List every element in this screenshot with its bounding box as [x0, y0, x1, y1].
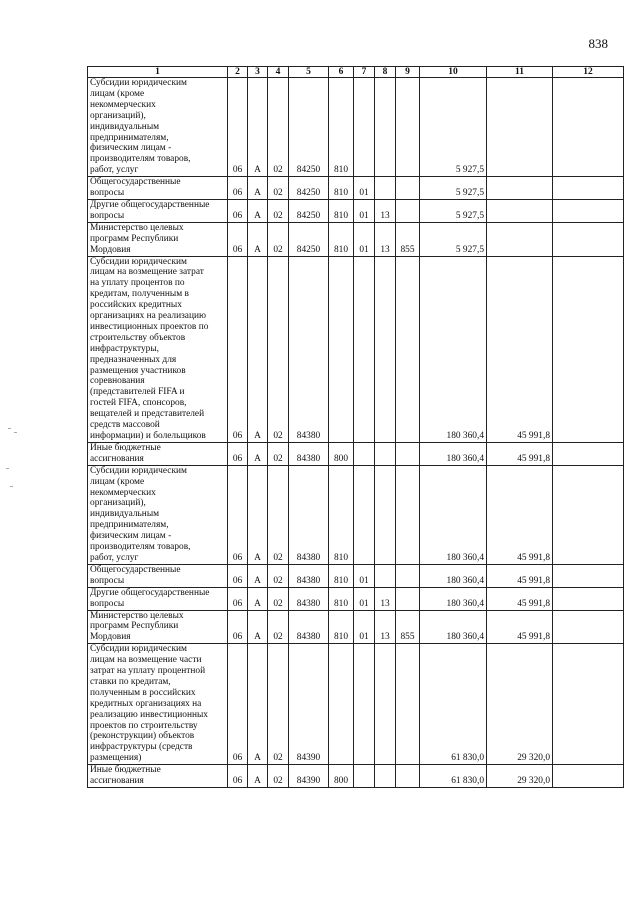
cell-col7: [354, 765, 375, 788]
cell-col7: 01: [354, 199, 375, 222]
col-header: 2: [228, 67, 248, 78]
cell-col2: 06: [228, 199, 248, 222]
row-name: Общегосударственные вопросы: [88, 177, 228, 200]
table-row: [88, 78, 624, 177]
cell-col7: 01: [354, 610, 375, 644]
cell-col8: [375, 564, 396, 587]
cell-col7: 01: [354, 177, 375, 200]
col-header: 9: [396, 67, 420, 78]
table-row: [88, 177, 624, 200]
row-name: Общегосударственные вопросы: [88, 564, 228, 587]
col-header: 4: [268, 67, 289, 78]
cell-col10: 5 927,5: [420, 78, 487, 177]
cell-col5: 84380: [289, 465, 329, 564]
cell-col12: [553, 177, 624, 200]
cell-col3: А: [248, 177, 268, 200]
cell-col3: А: [248, 644, 268, 765]
cell-col2: 06: [228, 442, 248, 465]
col-header: 3: [248, 67, 268, 78]
cell-col9: [396, 256, 420, 442]
row-name: Другие общегосударственные вопросы: [88, 587, 228, 610]
cell-col9: 855: [396, 222, 420, 256]
cell-col10: 180 360,4: [420, 587, 487, 610]
cell-col3: А: [248, 199, 268, 222]
cell-col11: 45 991,8: [487, 610, 553, 644]
cell-col5: 84380: [289, 442, 329, 465]
cell-col6: 810: [329, 465, 354, 564]
cell-col7: 01: [354, 222, 375, 256]
cell-col10: 5 927,5: [420, 177, 487, 200]
cell-col2: 06: [228, 765, 248, 788]
cell-col8: [375, 644, 396, 765]
cell-col8: [375, 765, 396, 788]
cell-col6: 810: [329, 78, 354, 177]
cell-col2: 06: [228, 78, 248, 177]
col-header: 5: [289, 67, 329, 78]
cell-col5: 84380: [289, 256, 329, 442]
cell-col12: [553, 765, 624, 788]
cell-col11: [487, 199, 553, 222]
cell-col11: 45 991,8: [487, 564, 553, 587]
table-row: [88, 465, 624, 564]
row-name: Субсидии юридическим лицам (кроме некоммерческих организаций), индивидуальным предпринимателям, физическим лицам - производителям товаров, работ, услуг: [88, 78, 228, 177]
col-header: 8: [375, 67, 396, 78]
cell-col4: 02: [268, 442, 289, 465]
cell-col5: 84250: [289, 177, 329, 200]
cell-col11: 45 991,8: [487, 442, 553, 465]
row-name: Субсидии юридическим лицам на возмещение части затрат на уплату процентной ставки по кредитам, полученным в российских кредитных организациях на реализацию инвестиционных проектов по строительству (реконструкции) объектов инфраструктуры (средств размещения): [88, 644, 228, 765]
cell-col3: А: [248, 442, 268, 465]
cell-col3: А: [248, 564, 268, 587]
cell-col12: [553, 256, 624, 442]
cell-col9: [396, 644, 420, 765]
table-row: [88, 199, 624, 222]
header-row: [88, 67, 624, 78]
cell-col7: 01: [354, 564, 375, 587]
cell-col12: [553, 610, 624, 644]
cell-col8: [375, 256, 396, 442]
cell-col12: [553, 644, 624, 765]
cell-col12: [553, 222, 624, 256]
table-row: [88, 442, 624, 465]
row-name: Министерство целевых программ Республики Мордовия: [88, 610, 228, 644]
cell-col4: 02: [268, 564, 289, 587]
cell-col10: 180 360,4: [420, 256, 487, 442]
cell-col6: [329, 644, 354, 765]
cell-col12: [553, 442, 624, 465]
cell-col12: [553, 465, 624, 564]
cell-col8: [375, 442, 396, 465]
cell-col7: [354, 256, 375, 442]
cell-col5: 84380: [289, 564, 329, 587]
cell-col5: 84380: [289, 610, 329, 644]
cell-col10: 5 927,5: [420, 199, 487, 222]
cell-col2: 06: [228, 644, 248, 765]
cell-col7: [354, 78, 375, 177]
cell-col12: [553, 78, 624, 177]
cell-col11: 45 991,8: [487, 587, 553, 610]
cell-col12: [553, 199, 624, 222]
cell-col10: 5 927,5: [420, 222, 487, 256]
cell-col4: 02: [268, 256, 289, 442]
cell-col4: 02: [268, 610, 289, 644]
row-name: Министерство целевых программ Республики Мордовия: [88, 222, 228, 256]
cell-col9: [396, 765, 420, 788]
cell-col4: 02: [268, 587, 289, 610]
cell-col3: А: [248, 465, 268, 564]
cell-col7: [354, 465, 375, 564]
cell-col10: 180 360,4: [420, 465, 487, 564]
cell-col3: А: [248, 587, 268, 610]
cell-col11: 45 991,8: [487, 465, 553, 564]
cell-col3: А: [248, 222, 268, 256]
cell-col10: 180 360,4: [420, 442, 487, 465]
cell-col11: 29 320,0: [487, 765, 553, 788]
cell-col4: 02: [268, 644, 289, 765]
page-number: 838: [588, 36, 608, 51]
col-header: 6: [329, 67, 354, 78]
cell-col6: [329, 256, 354, 442]
cell-col5: 84380: [289, 587, 329, 610]
cell-col6: 810: [329, 222, 354, 256]
cell-col4: 02: [268, 465, 289, 564]
table-row: [88, 644, 624, 765]
cell-col2: 06: [228, 587, 248, 610]
cell-col9: [396, 78, 420, 177]
cell-col11: [487, 78, 553, 177]
cell-col9: [396, 587, 420, 610]
scan-mark: [14, 432, 17, 433]
cell-col3: А: [248, 610, 268, 644]
cell-col8: 13: [375, 222, 396, 256]
cell-col9: [396, 177, 420, 200]
cell-col3: А: [248, 256, 268, 442]
cell-col10: 61 830,0: [420, 644, 487, 765]
cell-col5: 84250: [289, 78, 329, 177]
cell-col6: 800: [329, 442, 354, 465]
cell-col10: 180 360,4: [420, 564, 487, 587]
cell-col11: 45 991,8: [487, 256, 553, 442]
cell-col8: 13: [375, 587, 396, 610]
cell-col2: 06: [228, 564, 248, 587]
cell-col5: 84390: [289, 765, 329, 788]
cell-col6: 810: [329, 587, 354, 610]
col-header: 10: [420, 67, 487, 78]
col-header: 12: [553, 67, 624, 78]
cell-col7: [354, 442, 375, 465]
scan-mark: [8, 428, 11, 429]
cell-col7: [354, 644, 375, 765]
cell-col4: 02: [268, 199, 289, 222]
cell-col8: [375, 465, 396, 564]
table-row: [88, 587, 624, 610]
cell-col9: [396, 442, 420, 465]
cell-col7: 01: [354, 587, 375, 610]
cell-col11: 29 320,0: [487, 644, 553, 765]
col-header: 11: [487, 67, 553, 78]
row-name: Иные бюджетные ассигнования: [88, 442, 228, 465]
cell-col2: 06: [228, 222, 248, 256]
cell-col6: 810: [329, 199, 354, 222]
cell-col4: 02: [268, 78, 289, 177]
row-name: Субсидии юридическим лицам (кроме некоммерческих организаций), индивидуальным предпринимателям, физическим лицам - производителям товаров, работ, услуг: [88, 465, 228, 564]
budget-table: [87, 66, 624, 788]
cell-col4: 02: [268, 177, 289, 200]
cell-col3: А: [248, 765, 268, 788]
cell-col10: 61 830,0: [420, 765, 487, 788]
table-row: [88, 765, 624, 788]
cell-col6: 810: [329, 564, 354, 587]
scan-mark: [10, 486, 13, 487]
cell-col9: [396, 564, 420, 587]
cell-col2: 06: [228, 465, 248, 564]
cell-col12: [553, 587, 624, 610]
table-row: [88, 256, 624, 442]
col-header: 1: [88, 67, 228, 78]
cell-col2: 06: [228, 177, 248, 200]
cell-col8: 13: [375, 610, 396, 644]
cell-col8: [375, 78, 396, 177]
table-row: [88, 564, 624, 587]
cell-col5: 84250: [289, 222, 329, 256]
col-header: 7: [354, 67, 375, 78]
row-name: Субсидии юридическим лицам на возмещение затрат на уплату процентов по кредитам, полученным в российских кредитных организациях на реализацию инвестиционных проектов по строительству объектов инфраструктуры, предназначенных для размещения участников соревнования (представителей FIFA и гостей FIFA, спонсоров, вещателей и представителей средств массовой информации) и болельщиков: [88, 256, 228, 442]
cell-col2: 06: [228, 610, 248, 644]
cell-col12: [553, 564, 624, 587]
cell-col4: 02: [268, 222, 289, 256]
cell-col6: 800: [329, 765, 354, 788]
cell-col8: [375, 177, 396, 200]
row-name: Иные бюджетные ассигнования: [88, 765, 228, 788]
cell-col2: 06: [228, 256, 248, 442]
scan-mark: [6, 468, 9, 469]
cell-col11: [487, 177, 553, 200]
cell-col10: 180 360,4: [420, 610, 487, 644]
row-name: Другие общегосударственные вопросы: [88, 199, 228, 222]
cell-col3: А: [248, 78, 268, 177]
cell-col9: [396, 465, 420, 564]
cell-col4: 02: [268, 765, 289, 788]
cell-col6: 810: [329, 610, 354, 644]
cell-col9: [396, 199, 420, 222]
table-row: [88, 222, 624, 256]
cell-col5: 84250: [289, 199, 329, 222]
table-row: [88, 610, 624, 644]
table-body: [88, 78, 624, 788]
cell-col5: 84390: [289, 644, 329, 765]
cell-col9: 855: [396, 610, 420, 644]
cell-col6: 810: [329, 177, 354, 200]
cell-col11: [487, 222, 553, 256]
cell-col8: 13: [375, 199, 396, 222]
